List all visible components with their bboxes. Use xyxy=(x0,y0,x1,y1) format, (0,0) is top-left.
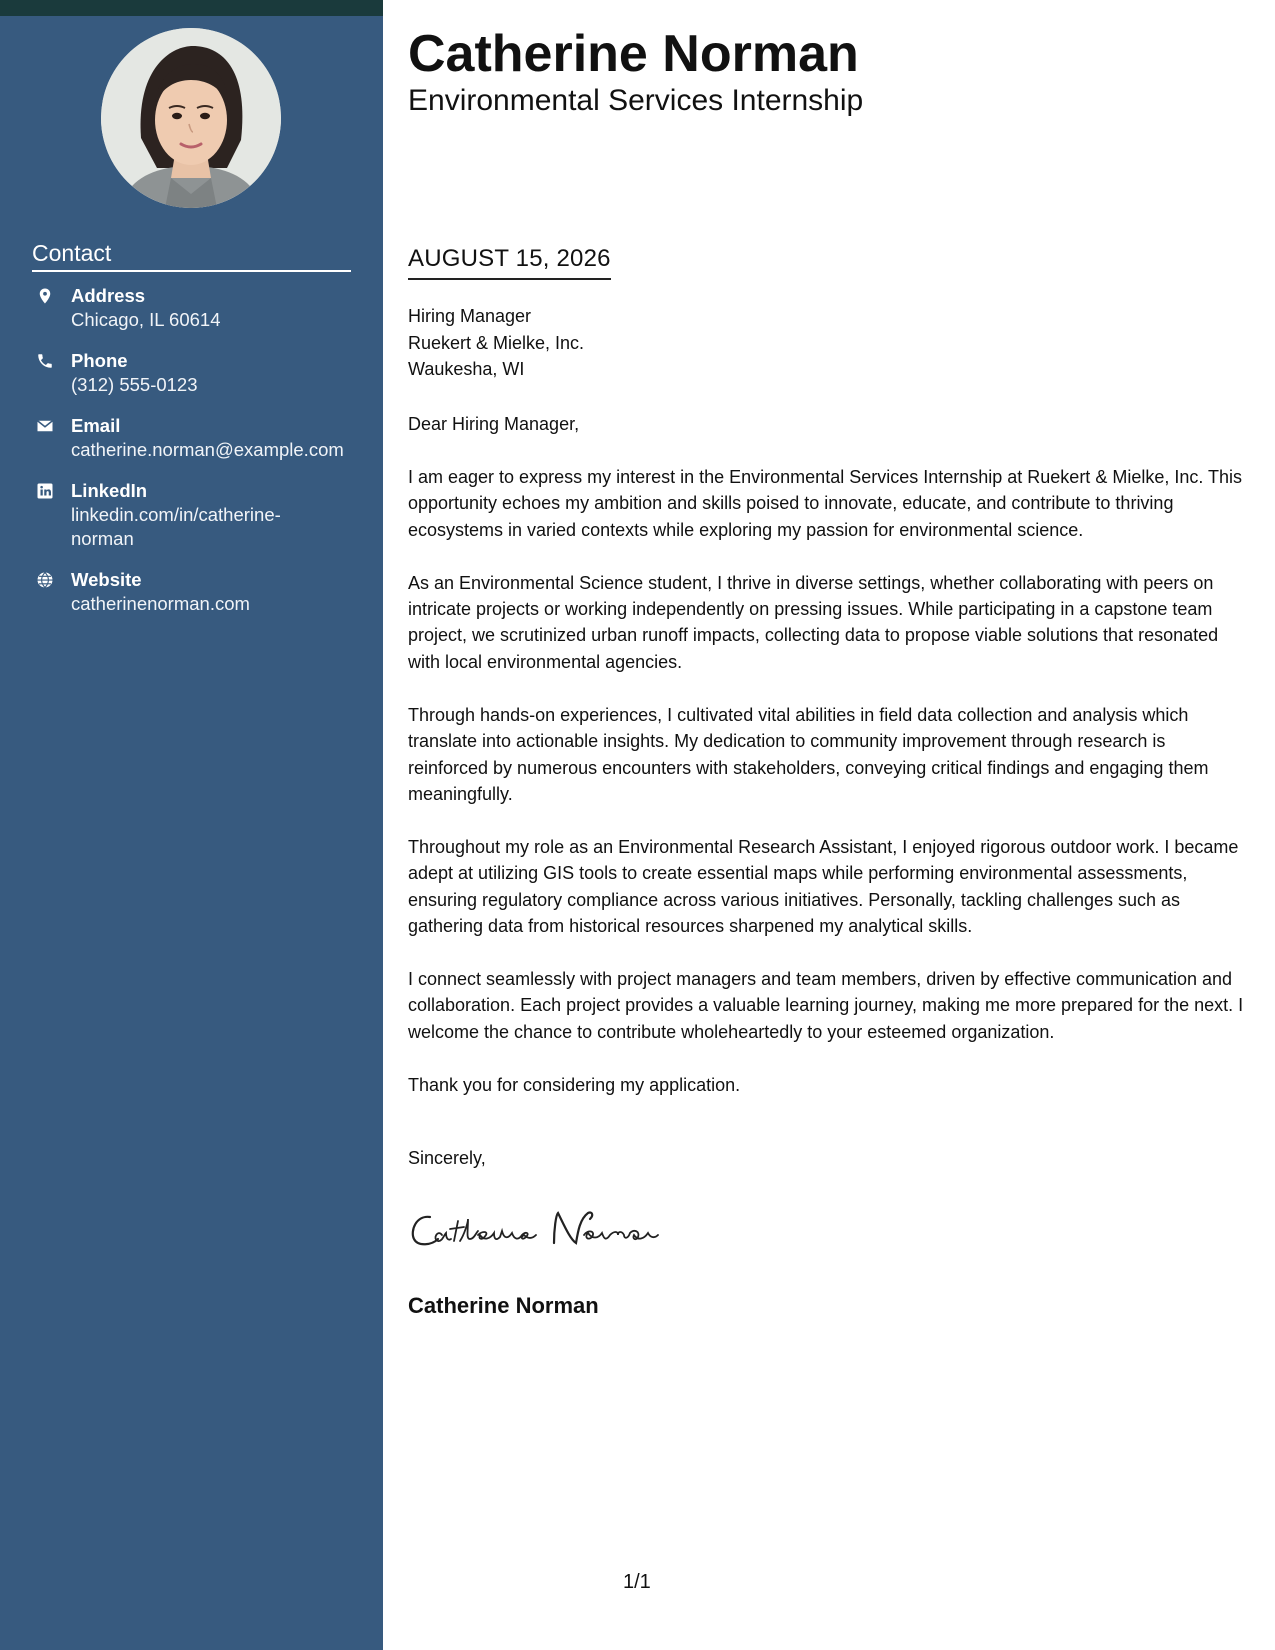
contact-item-website xyxy=(32,568,362,616)
address-value: Chicago, IL 60614 xyxy=(71,309,221,330)
contact-list xyxy=(32,284,362,633)
phone-icon xyxy=(36,352,54,370)
paragraph: Thank you for considering my application. xyxy=(408,1074,741,1095)
contact-label: Phone xyxy=(71,350,128,371)
contact-item-email xyxy=(32,414,362,462)
paragraph: I am eager to express my interest in the Environmental Services Internship at Ruekert & Mielke, Inc. This opportunity echoes my ambition and skills poised to innovate, educate, and contribute to thriving ecosystems in varied contexts while exploring my passion for environmental science. xyxy=(408,466,1243,540)
avatar xyxy=(101,28,281,208)
applicant-name: Catherine Norman xyxy=(408,25,859,83)
sidebar-top-bar xyxy=(0,0,383,16)
page-number: 1/1 xyxy=(623,1571,651,1593)
letter-body xyxy=(408,411,1250,1125)
contact-label: LinkedIn xyxy=(71,480,148,501)
linkedin-value-line2[interactable]: norman xyxy=(71,528,134,549)
job-title: Environmental Services Internship xyxy=(408,84,864,117)
handwritten-signature xyxy=(408,1205,670,1253)
contact-heading: Contact xyxy=(32,240,351,272)
salutation: Dear Hiring Manager, xyxy=(408,414,580,434)
paragraph: I connect seamlessly with project managers and team members, driven by effective communication and collaboration. Each project provides a valuable learning journey, making me more prepared for the next. I welcome the chance to contribute wholeheartedly to your esteemed organization. xyxy=(408,969,1244,1042)
map-pin-icon xyxy=(36,287,54,305)
paragraph: As an Environmental Science student, I thrive in diverse settings, whether collaborating with peers on intricate projects or working independently on pressing issues. While participating in a capstone team project, we scrutinized urban runoff impacts, collecting data to propose viable solutions that resonated with local environmental agencies. xyxy=(408,572,1219,672)
linkedin-icon xyxy=(36,482,54,500)
letter-date: AUGUST 15, 2026 xyxy=(408,245,611,280)
paragraph: Through hands-on experiences, I cultivated vital abilities in field data collection and analysis which translate into actionable insights. My dedication to community improvement through research is reinforced by numerous encounters with stakeholders, conveying critical findings and engaging them meaningfully. xyxy=(408,704,1209,804)
profile-photo xyxy=(101,28,281,208)
globe-icon xyxy=(36,571,54,589)
recipient-block xyxy=(408,303,584,383)
recipient-company: Ruekert & Mielke, Inc. xyxy=(408,332,585,353)
website-value[interactable]: catherinenorman.com xyxy=(71,593,250,614)
contact-item-linkedin xyxy=(32,479,362,551)
signer-name: Catherine Norman xyxy=(408,1293,599,1318)
recipient-line: Hiring Manager xyxy=(408,306,532,326)
recipient-location: Waukesha, WI xyxy=(408,359,525,379)
contact-label: Address xyxy=(71,285,146,306)
linkedin-value-line1[interactable]: linkedin.com/in/catherine- xyxy=(71,504,281,525)
contact-label: Email xyxy=(71,415,121,436)
envelope-icon xyxy=(36,417,54,435)
contact-label: Website xyxy=(71,569,142,590)
closing: Sincerely, xyxy=(408,1148,486,1168)
paragraph: Throughout my role as an Environmental Research Assistant, I enjoyed rigorous outdoor work. I became adept at utilizing GIS tools to create essential maps while performing environmental assessments, ensuring regulatory compliance across various initiatives. Personally, tackling challenges such as gathering data from historical resources sharpened my analytical skills. xyxy=(408,836,1239,937)
phone-value: (312) 555-0123 xyxy=(71,374,198,395)
contact-item-address xyxy=(32,284,362,332)
email-value[interactable]: catherine.norman@example.com xyxy=(71,439,344,460)
contact-item-phone xyxy=(32,349,362,397)
sidebar xyxy=(0,0,383,1650)
